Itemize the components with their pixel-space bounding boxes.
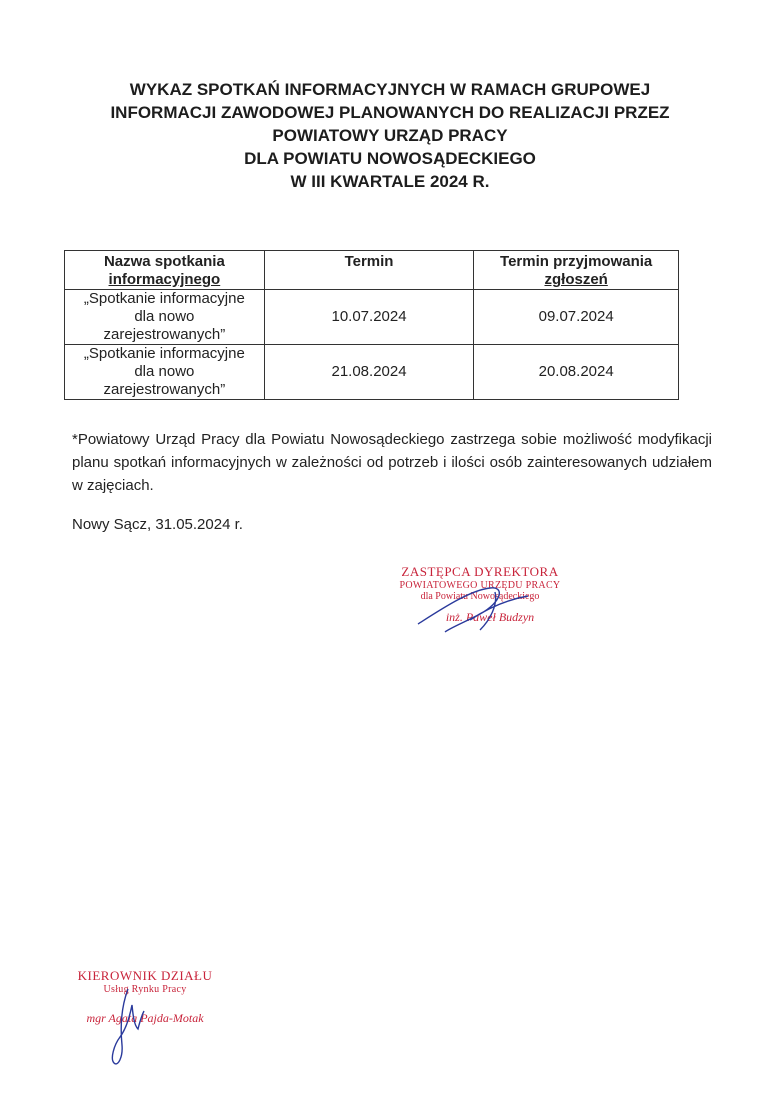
title-line: WYKAZ SPOTKAŃ INFORMACYJNYCH W RAMACH GRUPOWEJ — [129, 80, 651, 99]
table-row — [65, 290, 679, 345]
table-row — [65, 345, 679, 400]
title-line: DLA POWIATU NOWOSĄDECKIEGO — [244, 149, 536, 168]
meetings-table — [64, 250, 679, 400]
meeting-name: „Spotkanie informacyjne dla nowo zarejestrowanych” — [65, 290, 265, 345]
signature-2-icon — [100, 985, 150, 1075]
title-line: INFORMACJI ZAWODOWEJ PLANOWANYCH DO REALIZACJI PRZEZ — [110, 103, 670, 122]
registration-date: 20.08.2024 — [474, 345, 679, 400]
table-header-row — [65, 251, 679, 290]
registration-date: 09.07.2024 — [474, 290, 679, 345]
header-date: Termin — [264, 251, 474, 290]
signature-1-icon — [410, 580, 540, 640]
stamp-line: ZASTĘPCA DYREKTORA — [401, 564, 559, 579]
signatory-name: mgr Agata Pajda-Motak — [86, 1011, 204, 1025]
reservation-note: *Powiatowy Urząd Pracy dla Powiatu Nowosądeckiego zastrzega sobie możliwość modyfikacji planu spotkań informacyjnych w zależności od potrzeb i ilości osób zainteresowanych udziałem w zajęciach. — [72, 431, 712, 494]
meeting-name: „Spotkanie informacyjne dla nowo zarejestrowanych” — [65, 345, 265, 400]
title-line: POWIATOWY URZĄD PRACY — [272, 126, 508, 145]
place-date: Nowy Sącz, 31.05.2024 r. — [72, 516, 243, 533]
signatory-name: inż. Paweł Budzyn — [445, 610, 535, 624]
stamp-line: POWIATOWEGO URZĘDU PRACY — [399, 580, 561, 591]
stamp-line: KIEROWNIK DZIAŁU — [77, 968, 213, 983]
stamp-line: dla Powiatu Nowosądeckiego — [420, 591, 540, 602]
header-name: Nazwa spotkania informacyjnego — [65, 251, 265, 290]
meeting-date: 10.07.2024 — [264, 290, 474, 345]
stamp-line: Usług Rynku Pracy — [103, 984, 187, 995]
meeting-date: 21.08.2024 — [264, 345, 474, 400]
title-line: W III KWARTALE 2024 R. — [290, 172, 490, 191]
document-title — [60, 78, 720, 193]
header-registration-date: Termin przyjmowania zgłoszeń — [474, 251, 679, 290]
